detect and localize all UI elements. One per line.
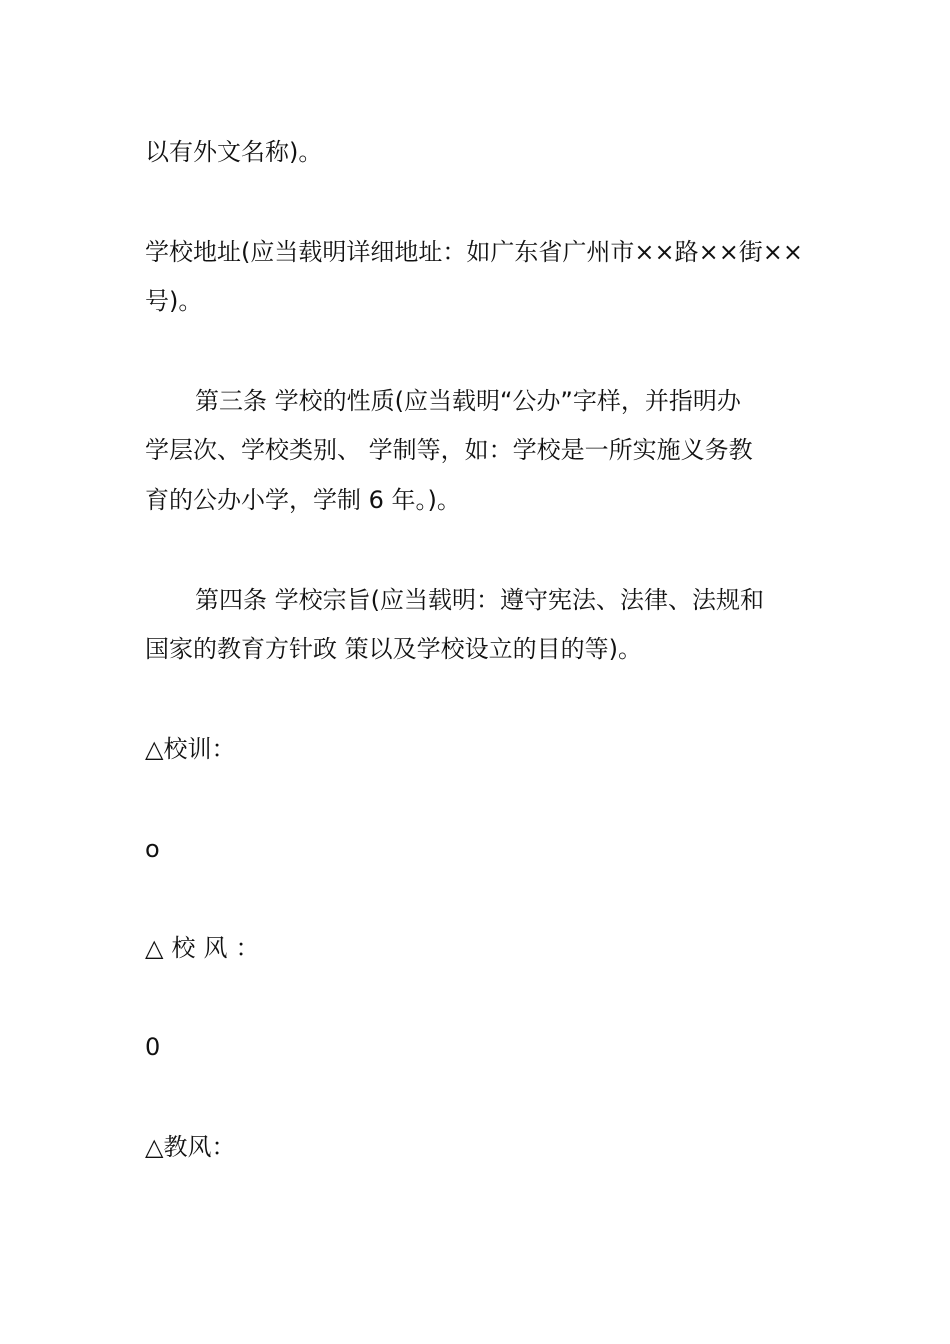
article-3-heading: 第三条 学校的性质(应当载明“公办”字样，并指明办 [195, 387, 741, 415]
teaching-style-label: △教风： [145, 1133, 236, 1161]
text-line: o [145, 835, 160, 863]
text-line: 国家的教育方针政 策以及学校设立的目的等)。 [145, 635, 642, 663]
text-line: 号)。 [145, 287, 203, 315]
text-line: 育的公办小学，学制 6 年。)。 [145, 486, 461, 514]
text-line: 学校地址(应当载明详细地址：如广东省广州市××路××街×× [145, 238, 804, 266]
article-4-heading: 第四条 学校宗旨(应当载明：遵守宪法、法律、法规和 [195, 586, 764, 614]
text-line: 0 [145, 1033, 161, 1061]
text-line: 学层次、学校类别、 学制等，如：学校是一所实施义务教 [145, 436, 753, 464]
text-line: 以有外文名称)。 [145, 138, 323, 166]
school-spirit-label: △校风： [145, 934, 268, 962]
school-motto-label: △校训： [145, 735, 236, 763]
